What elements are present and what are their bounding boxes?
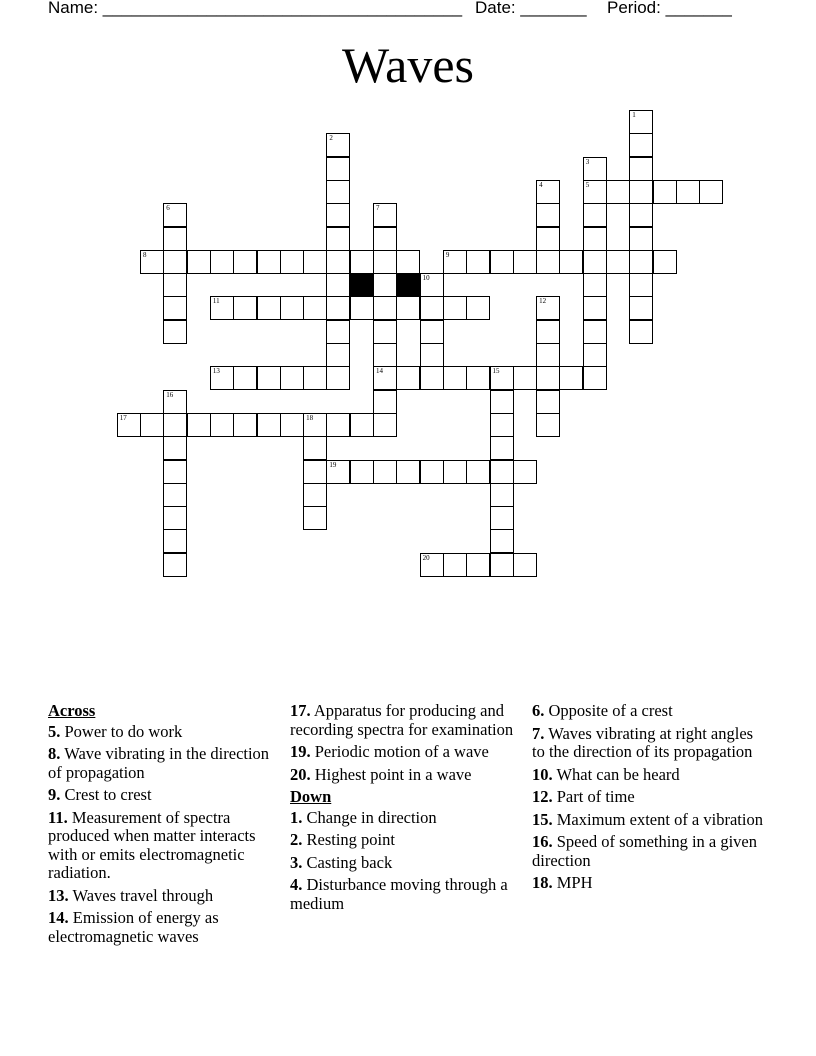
grid-cell[interactable] — [490, 413, 514, 437]
clue-number: 6 — [166, 204, 170, 213]
across-heading: Across — [48, 701, 96, 720]
grid-cell[interactable] — [653, 180, 677, 204]
clue-across-17: 17. Apparatus for producing and recording spectra for examination — [290, 701, 514, 739]
grid-cell[interactable] — [536, 180, 560, 204]
grid-cell[interactable] — [513, 553, 537, 577]
clues-column-1 — [48, 702, 276, 950]
grid-cell[interactable] — [466, 366, 490, 390]
grid-cell[interactable] — [140, 250, 164, 274]
grid-cell[interactable] — [396, 250, 420, 274]
grid-cell[interactable] — [513, 366, 537, 390]
grid-cell[interactable] — [583, 296, 607, 320]
grid-cell[interactable] — [326, 203, 350, 227]
clue-number: 4 — [539, 180, 543, 189]
grid-cell[interactable] — [583, 180, 607, 204]
grid-cell[interactable] — [466, 250, 490, 274]
grid-cell[interactable] — [117, 413, 141, 437]
grid-cell[interactable] — [583, 203, 607, 227]
grid-cell[interactable] — [583, 343, 607, 367]
clue-down-7: 7. Waves vibrating at right angles to the direction of its propagation — [532, 723, 754, 761]
grid-cell[interactable] — [490, 483, 514, 507]
grid-cell[interactable] — [629, 227, 653, 251]
grid-cell[interactable] — [350, 250, 374, 274]
grid-cell[interactable] — [257, 250, 281, 274]
clue-across-5: 5. Power to do work — [48, 721, 183, 741]
grid-cell[interactable] — [257, 366, 281, 390]
grid-cell[interactable] — [163, 390, 187, 414]
clue-number: 19 — [329, 460, 337, 469]
grid-cell[interactable] — [373, 227, 397, 251]
clue-across-19: 19. Periodic motion of a wave — [290, 742, 489, 761]
clue-number: 17 — [119, 413, 127, 422]
black-square — [350, 273, 374, 297]
clue-down-18: 18. MPH — [532, 873, 593, 892]
clue-down-6: 6. Opposite of a crest — [532, 701, 673, 720]
grid-cell[interactable] — [536, 203, 560, 227]
grid-cell[interactable] — [303, 296, 327, 320]
grid-cell[interactable] — [257, 413, 281, 437]
grid-cell[interactable] — [629, 250, 653, 274]
grid-cell[interactable] — [350, 296, 374, 320]
grid-cell[interactable] — [443, 250, 467, 274]
grid-cell[interactable] — [629, 296, 653, 320]
grid-cell[interactable] — [420, 553, 444, 577]
grid-cell[interactable] — [326, 250, 350, 274]
grid-cell[interactable] — [699, 180, 723, 204]
clue-across-9: 9. Crest to crest — [48, 785, 152, 804]
clue-down-10: 10. What can be heard — [532, 764, 680, 784]
clue-number: 18 — [306, 413, 314, 422]
grid-cell[interactable] — [513, 460, 537, 484]
clue-number: 14 — [376, 367, 383, 376]
grid-cell[interactable] — [163, 553, 187, 577]
clue-number: 13 — [212, 367, 220, 376]
grid-cell[interactable] — [653, 250, 677, 274]
clue-down-15: 15. Maximum extent of a vibration — [532, 809, 763, 829]
date-field[interactable]: Date: _______ — [475, 0, 587, 17]
grid-cell[interactable] — [373, 320, 397, 344]
grid-cell[interactable] — [629, 273, 653, 297]
grid-cell[interactable] — [326, 180, 350, 204]
grid-cell[interactable] — [140, 413, 164, 437]
grid-cell[interactable] — [536, 366, 560, 390]
grid-cell[interactable] — [583, 250, 607, 274]
grid-cell[interactable] — [629, 180, 653, 204]
grid-cell[interactable] — [326, 413, 350, 437]
grid-cell[interactable] — [326, 273, 350, 297]
grid-cell[interactable] — [420, 273, 444, 297]
grid-cell[interactable] — [490, 390, 514, 414]
grid-cell[interactable] — [233, 296, 257, 320]
grid-cell[interactable] — [373, 413, 397, 437]
grid-cell[interactable] — [280, 250, 304, 274]
grid-cell[interactable] — [210, 366, 234, 390]
grid-cell[interactable] — [326, 460, 350, 484]
grid-cell[interactable] — [490, 553, 514, 577]
grid-cell[interactable] — [163, 436, 187, 460]
grid-cell[interactable] — [536, 390, 560, 414]
clue-down-12: 12. Part of time — [532, 787, 635, 806]
grid-cell[interactable] — [326, 320, 350, 344]
grid-cell[interactable] — [326, 366, 350, 390]
grid-cell[interactable] — [163, 250, 187, 274]
grid-cell[interactable] — [210, 250, 234, 274]
grid-cell[interactable] — [536, 343, 560, 367]
grid-cell[interactable] — [350, 413, 374, 437]
grid-cell[interactable] — [303, 366, 327, 390]
grid-cell[interactable] — [163, 320, 187, 344]
grid-cell[interactable] — [629, 320, 653, 344]
grid-cell[interactable] — [606, 180, 630, 204]
grid-cell[interactable] — [629, 203, 653, 227]
grid-cell[interactable] — [559, 366, 583, 390]
clue-across-8: 8. Wave vibrating in the direction of propagation — [48, 744, 270, 782]
grid-cell[interactable] — [536, 250, 560, 274]
grid-cell[interactable] — [676, 180, 700, 204]
grid-cell[interactable] — [490, 436, 514, 460]
grid-cell[interactable] — [257, 296, 281, 320]
grid-cell[interactable] — [396, 366, 420, 390]
grid-cell[interactable] — [326, 133, 350, 157]
grid-cell[interactable] — [187, 413, 211, 437]
grid-cell[interactable] — [443, 460, 467, 484]
grid-cell[interactable] — [396, 460, 420, 484]
grid-cell[interactable] — [303, 436, 327, 460]
grid-cell[interactable] — [629, 157, 653, 181]
down-heading: Down — [290, 787, 332, 806]
grid-cell[interactable] — [443, 366, 467, 390]
grid-cell[interactable] — [373, 343, 397, 367]
clue-number: 9 — [445, 250, 450, 259]
grid-cell[interactable] — [233, 366, 257, 390]
clue-number: 11 — [212, 297, 220, 306]
grid-cell[interactable] — [210, 413, 234, 437]
grid-cell[interactable] — [373, 390, 397, 414]
grid-cell[interactable] — [373, 296, 397, 320]
grid-cell[interactable] — [606, 250, 630, 274]
grid-cell[interactable] — [163, 413, 187, 437]
grid-cell[interactable] — [280, 413, 304, 437]
grid-cell[interactable] — [443, 553, 467, 577]
clue-number: 8 — [143, 250, 147, 259]
clue-down-2: 2. Resting point — [290, 830, 395, 849]
grid-cell[interactable] — [233, 413, 257, 437]
clue-number: 15 — [492, 367, 500, 376]
clue-down-1: 1. Change in direction — [290, 807, 437, 827]
grid-cell[interactable] — [163, 460, 187, 484]
grid-cell[interactable] — [629, 110, 653, 134]
grid-cell[interactable] — [210, 296, 234, 320]
grid-cell[interactable] — [303, 250, 327, 274]
grid-cell[interactable] — [326, 157, 350, 181]
grid-cell[interactable] — [583, 227, 607, 251]
clue-number: 10 — [422, 274, 430, 283]
clue-number: 7 — [376, 204, 380, 213]
grid-cell[interactable] — [490, 460, 514, 484]
grid-cell[interactable] — [443, 296, 467, 320]
grid-cell[interactable] — [326, 227, 350, 251]
clues-column-2 — [290, 702, 520, 917]
grid-cell[interactable] — [536, 320, 560, 344]
grid-cell[interactable] — [420, 320, 444, 344]
grid-cell[interactable] — [583, 273, 607, 297]
grid-cell[interactable] — [163, 296, 187, 320]
grid-cell[interactable] — [303, 483, 327, 507]
clue-number: 16 — [166, 390, 174, 399]
grid-cell[interactable] — [513, 250, 537, 274]
grid-cell[interactable] — [536, 296, 560, 320]
grid-cell[interactable] — [490, 506, 514, 530]
name-field[interactable]: Name: ______________________________________ — [48, 0, 463, 17]
grid-cell[interactable] — [163, 529, 187, 553]
grid-cell[interactable] — [326, 343, 350, 367]
grid-cell[interactable] — [490, 250, 514, 274]
grid-cell[interactable] — [420, 366, 444, 390]
grid-cell[interactable] — [583, 366, 607, 390]
clue-down-3: 3. Casting back — [290, 852, 393, 872]
grid-cell[interactable] — [326, 296, 350, 320]
grid-cell[interactable] — [373, 250, 397, 274]
grid-cell[interactable] — [536, 413, 560, 437]
grid-cell[interactable] — [373, 366, 397, 390]
grid-cell[interactable] — [163, 483, 187, 507]
grid-cell[interactable] — [233, 250, 257, 274]
period-field[interactable]: Period: _______ — [607, 0, 732, 17]
grid-cell[interactable] — [466, 460, 490, 484]
grid-cell[interactable] — [303, 506, 327, 530]
grid-cell[interactable] — [396, 296, 420, 320]
grid-cell[interactable] — [490, 529, 514, 553]
grid-cell[interactable] — [490, 366, 514, 390]
grid-cell[interactable] — [373, 273, 397, 297]
grid-cell[interactable] — [303, 460, 327, 484]
grid-cell[interactable] — [163, 227, 187, 251]
clue-across-20: 20. Highest point in a wave — [290, 764, 472, 784]
clue-across-13: 13. Waves travel through — [48, 885, 214, 905]
grid-cell[interactable] — [583, 320, 607, 344]
clue-down-4: 4. Disturbance moving through a medium — [290, 875, 508, 913]
clues-column-3 — [532, 702, 768, 897]
clue-number: 20 — [422, 553, 430, 562]
grid-cell[interactable] — [163, 273, 187, 297]
clue-down-16: 16. Speed of something in a given direction — [532, 832, 758, 870]
grid-cell[interactable] — [629, 133, 653, 157]
grid-cell[interactable] — [373, 203, 397, 227]
grid-cell[interactable] — [466, 553, 490, 577]
grid-cell[interactable] — [187, 250, 211, 274]
grid-cell[interactable] — [280, 366, 304, 390]
grid-cell[interactable] — [280, 296, 304, 320]
grid-cell[interactable] — [466, 296, 490, 320]
grid-cell[interactable] — [163, 203, 187, 227]
clue-number: 5 — [585, 180, 590, 189]
grid-cell[interactable] — [583, 157, 607, 181]
puzzle-title: Waves — [341, 37, 475, 93]
black-square — [396, 273, 420, 297]
clue-number: 12 — [539, 297, 547, 306]
grid-cell[interactable] — [350, 460, 374, 484]
clue-number: 2 — [329, 134, 333, 143]
grid-cell[interactable] — [420, 296, 444, 320]
clue-number: 3 — [585, 157, 590, 166]
grid-cell[interactable] — [559, 250, 583, 274]
clue-number: 1 — [632, 111, 636, 119]
grid-cell[interactable] — [163, 506, 187, 530]
clue-across-14: 14. Emission of energy as electromagnetic waves — [48, 908, 219, 946]
grid-cell[interactable] — [420, 343, 444, 367]
grid-cell[interactable] — [373, 460, 397, 484]
grid-cell[interactable] — [303, 413, 327, 437]
clue-across-11: 11. Measurement of spectra produced when matter interacts with or emits electromagnetic radiation. — [48, 807, 256, 882]
grid-cell[interactable] — [536, 227, 560, 251]
grid-cell[interactable] — [420, 460, 444, 484]
